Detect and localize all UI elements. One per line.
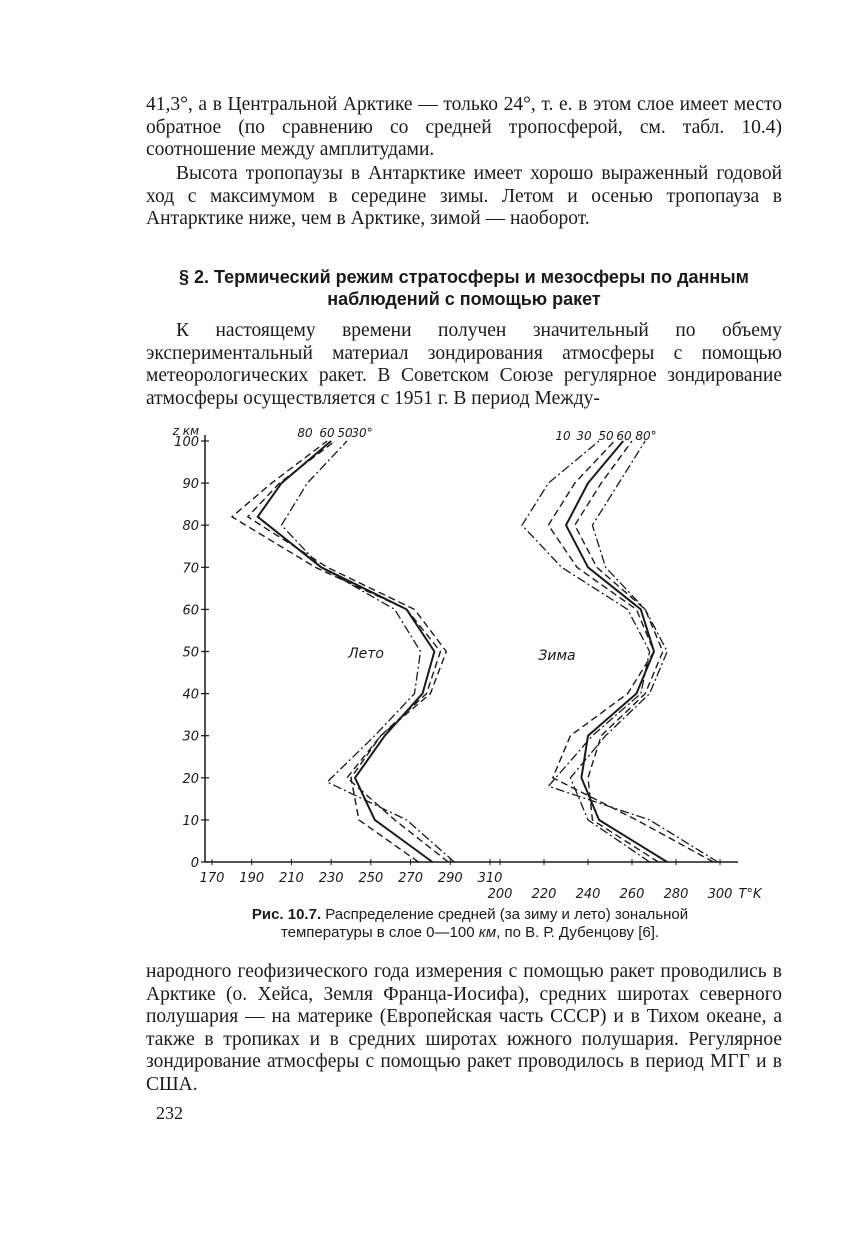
x-unit-label: T°K	[738, 887, 762, 902]
section-heading-line-2: наблюдений с помощью ракет	[327, 289, 601, 309]
x-tick-label-winter: 220	[531, 887, 557, 902]
x-tick-label-summer: 290	[437, 871, 463, 886]
winter-label: Зима	[538, 648, 576, 664]
y-tick-label: 20	[182, 771, 199, 787]
caption-unit: км	[478, 924, 497, 941]
x-tick-label-summer: 170	[199, 871, 225, 886]
caption-text-2b: , по В. Р. Дубенцову [6].	[496, 924, 660, 941]
winter-latitude-label: 10	[555, 429, 571, 443]
summer-latitude-label: 30°	[351, 426, 373, 440]
y-tick-label: 90	[182, 477, 199, 493]
paragraph-4: народного геофизического года измерения с помощью ракет проводились в Арктике (о. Хейса, Земля Франца-Иосифа), средних широтах северного полушария — на материке (Европейская часть СССР) и в Тихом океане, а также в тропиках и в средних широтах южного полушария. Регулярное зондирование атмосферы с помощью ракет проводилось в период МГГ и в США.	[146, 961, 782, 1095]
paragraph-3: К настоящему времени получен значительный по объему экспериментальный материал зондирования атмосферы с помощью метеорологических ракет. В Советском Союзе регулярное зондирование атмосферы осуществляется с 1951 г. В период Между-	[146, 320, 782, 409]
x-tick-label-summer: 270	[398, 871, 423, 886]
figure-number: Рис. 10.7.	[251, 906, 322, 923]
section-heading-line-1: § 2. Термический режим стратосферы и мезосферы по данным	[179, 267, 749, 287]
y-tick-label: 40	[182, 687, 199, 703]
y-tick-label: 80	[182, 519, 199, 535]
x-tick-label-summer: 310	[477, 871, 503, 886]
winter-latitude-label: 50	[598, 429, 614, 443]
x-tick-label-winter: 280	[663, 887, 689, 902]
y-tick-label: 70	[182, 561, 199, 577]
caption-text-2a: температуры в слое 0—100	[280, 924, 479, 941]
y-axis-label: z км	[172, 424, 199, 438]
y-tick-label: 0	[190, 856, 199, 871]
summer-latitude-label: 50	[337, 426, 353, 440]
y-tick-label: 10	[182, 813, 199, 829]
x-tick-label-winter: 260	[619, 887, 645, 902]
y-tick-label: 100	[174, 435, 199, 450]
summer-series-line-60	[232, 441, 448, 862]
summer-latitude-label: 80	[297, 426, 313, 440]
x-tick-label-summer: 210	[279, 871, 304, 886]
page-number: 232	[156, 1103, 183, 1123]
y-tick-label: 50	[182, 645, 199, 661]
winter-series-line-50	[566, 441, 667, 862]
x-tick-label-summer: 250	[358, 871, 384, 886]
x-tick-label-summer: 230	[318, 871, 344, 886]
y-tick-label: 30	[182, 729, 199, 745]
summer-series-line-30	[248, 441, 447, 862]
figure-caption	[200, 906, 740, 942]
summer-label: Лето	[348, 646, 384, 662]
y-tick-label: 60	[182, 603, 199, 619]
x-tick-label-winter: 240	[575, 887, 601, 902]
paragraph-2: Высота тропопаузы в Антарктике имеет хорошо выраженный годовой ход с максимумом в середине зимы. Летом и осенью тропопауза в Антарктике ниже, чем в Арктике, зимой — наоборот.	[146, 163, 782, 229]
winter-latitude-label: 30	[576, 429, 592, 443]
summer-latitude-label: 60	[319, 426, 335, 440]
winter-latitude-label: 60	[616, 429, 632, 443]
caption-text-1: Распределение средней (за зиму и лето) зональной	[321, 906, 689, 923]
x-tick-label-winter: 300	[707, 887, 733, 902]
paragraph-1: 41,3°, а в Центральной Арктике — только 24°, т. е. в этом слое имеет место обратное (по сравнению со средней тропосферой, см. табл. 10.4) соотношение между амплитудами.	[146, 94, 782, 160]
x-tick-label-summer: 190	[239, 871, 265, 886]
summer-series-line-50	[258, 441, 435, 862]
x-tick-label-winter: 200	[487, 887, 513, 902]
winter-latitude-label: 80°	[635, 429, 657, 443]
